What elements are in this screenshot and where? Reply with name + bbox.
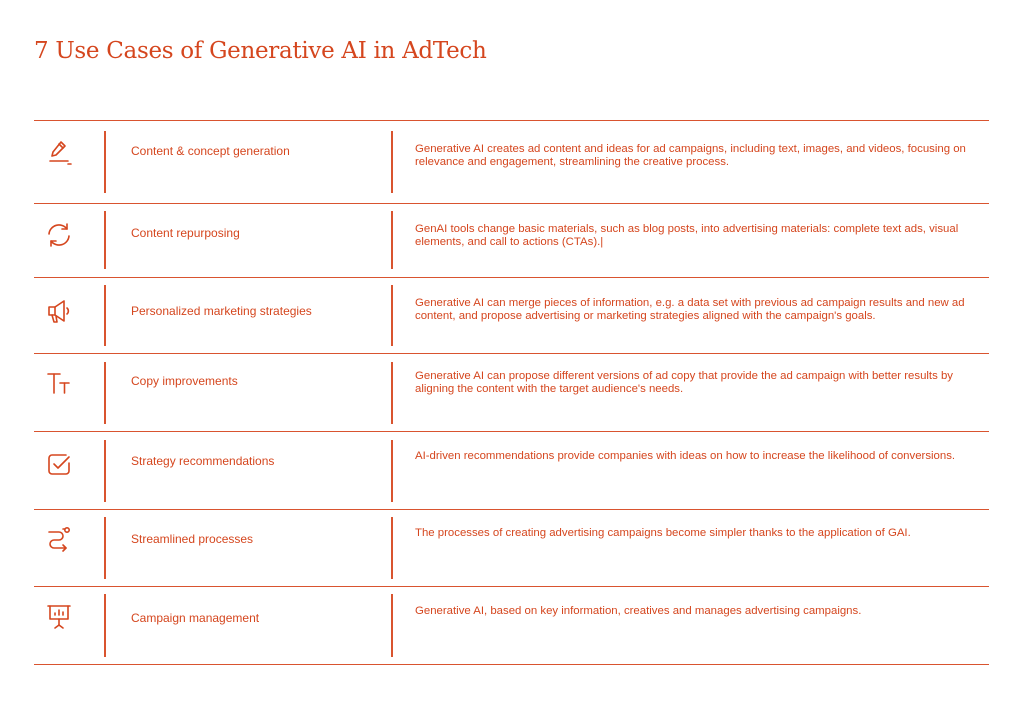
row-description: Generative AI can merge pieces of information, e.g. a data set with previous ad campaign results and new ad content, and propose advertising or marketing strategies aligned with the campaign's goals. [415, 297, 965, 322]
row-label: Copy improvements [131, 374, 238, 388]
pencil-icon [44, 138, 74, 168]
column-divider [391, 362, 393, 424]
row-description: Generative AI, based on key information, creatives and manages advertising campaigns. [415, 605, 862, 617]
column-divider [104, 594, 106, 657]
column-divider [104, 440, 106, 502]
row-label: Campaign management [131, 611, 260, 625]
row-description: The processes of creating advertising campaigns become simpler thanks to the application of GAI. [415, 527, 911, 539]
text-size-icon [44, 369, 74, 399]
route-icon [44, 524, 74, 554]
megaphone-icon [44, 296, 74, 326]
row-description: GenAI tools change basic materials, such as blog posts, into advertising materials: complete text ads, visual elements, and call to actions (CTAs).| [415, 223, 959, 248]
table-row [34, 586, 989, 665]
row-label: Personalized marketing strategies [131, 304, 312, 318]
table-row [34, 509, 989, 587]
checkbox-icon [44, 449, 74, 479]
table-row [34, 120, 989, 204]
table-row [34, 431, 989, 510]
column-divider [391, 211, 393, 269]
table-row [34, 277, 989, 354]
column-divider [391, 594, 393, 657]
column-divider [104, 517, 106, 579]
column-divider [104, 211, 106, 269]
table-row [34, 203, 989, 278]
row-label: Content & concept generation [131, 144, 290, 158]
row-description: AI-driven recommendations provide companies with ideas on how to increase the likelihood of conversions. [415, 450, 956, 462]
refresh-icon [44, 220, 74, 250]
row-label: Content repurposing [131, 226, 240, 240]
column-divider [391, 517, 393, 579]
table-bottom-border [34, 664, 989, 665]
column-divider [104, 362, 106, 424]
row-description: Generative AI creates ad content and ideas for ad campaigns, including text, images, and videos, focusing on relevance and engagement, streamlining the creative process. [415, 143, 966, 168]
column-divider [391, 131, 393, 193]
column-divider [391, 440, 393, 502]
table-row [34, 353, 989, 432]
page-title: 7 Use Cases of Generative AI in AdTech [34, 38, 487, 64]
column-divider [104, 285, 106, 346]
row-label: Streamlined processes [131, 532, 254, 546]
presentation-icon [44, 601, 74, 631]
column-divider [391, 285, 393, 346]
row-description: Generative AI can propose different versions of ad copy that provide the ad campaign with better results by aligning the content with the target audience's needs. [415, 370, 953, 395]
column-divider [104, 131, 106, 193]
row-label: Strategy recommendations [131, 454, 275, 468]
